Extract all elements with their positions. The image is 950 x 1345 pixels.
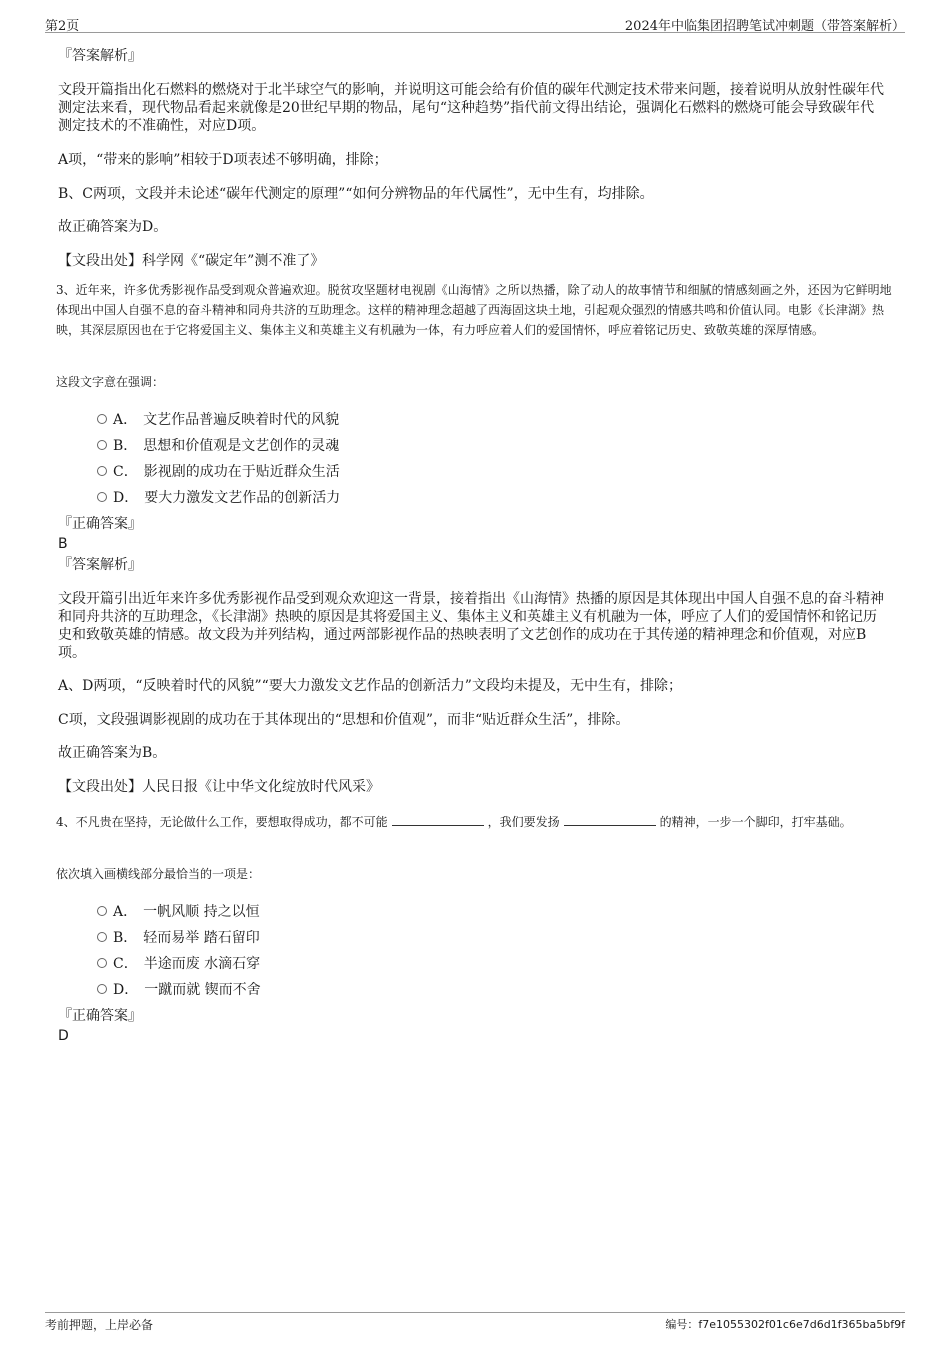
fill-blank-1 [392,813,484,826]
q2-explain-para1: 文段开篇指出化石燃料的燃烧对于北半球空气的影响，并说明这可能会给有价值的碳年代测定技术带来问题，接着说明从放射性碳年代测定法来看，现代物品看起来就像是20世纪早期的物品，尾句“这种趋势”指代前文得出结论，强调化石燃料的燃烧可能会导致碳年代测定技术的不准确性，对应D项。 [58,82,884,134]
radio-button[interactable] [97,932,107,942]
page-footer [45,1312,905,1337]
q3-explain-para2: A、D两项，“反映着时代的风貌”“要大力激发文艺作品的创新活力”文段均未提及，无中生有，排除； [58,678,682,694]
radio-button[interactable] [97,492,107,502]
q3-explain-label: 『答案解析』 [58,557,142,573]
footer-slogan: 考前押题，上岸必备 [45,1318,154,1332]
fill-blank-2 [564,813,656,826]
q3-prompt: 这段文字意在强调： [56,375,165,389]
q4-option-c[interactable]: C． 半途而废 水滴石穿 [97,953,260,973]
radio-button[interactable] [97,414,107,424]
q4-option-a[interactable]: A． 一帆风顺 持之以恒 [97,901,260,921]
q4-answer: D [58,1028,69,1044]
page-header [45,12,905,33]
q2-explain-para2: A项，“带来的影响”相较于D项表述不够明确，排除； [58,152,388,168]
q4-option-b[interactable]: B． 轻而易举 踏石留印 [97,927,260,947]
q4-option-d[interactable]: D． 一蹴而就 锲而不舍 [97,979,261,999]
q3-answer-label: 『正确答案』 [58,516,142,532]
q3-option-a[interactable]: A． 文艺作品普遍反映着时代的风貌 [97,409,339,429]
q2-explain-para4: 故正确答案为D。 [58,219,168,235]
q3-answer: B [58,536,68,552]
q2-source: 【文段出处】科学网《“碳定年”测不准了》 [58,253,325,269]
q3-source: 【文段出处】人民日报《让中华文化绽放时代风采》 [58,779,380,795]
radio-button[interactable] [97,958,107,968]
page-number: 第2页 [45,19,80,34]
q3-explain-para3: C项，文段强调影视剧的成功在于其体现出的“思想和价值观”，而非“贴近群众生活”，排除。 [58,712,630,728]
document-title: 2024年中临集团招聘笔试冲刺题（带答案解析） [624,19,905,34]
q3-stem: 3、近年来，许多优秀影视作品受到观众普遍欢迎。脱贫攻坚题材电视剧《山海情》之所以热播，除了动人的故事情节和细腻的情感刻画之外，还因为它鲜明地体现出中国人自强不息的奋斗精神和同舟共济的互助理念。这样的精神理念超越了西海固这块土地，引起观众强烈的情感共鸣和价值认同。电影《长津湖》热映，其深层原因也在于它将爱国主义、集体主义和英雄主义有机融为一体，有力呼应着人们的爱国情怀，呼应着铭记历史、致敬英雄的深厚情感。 [56,283,892,337]
q3-option-c[interactable]: C． 影视剧的成功在于贴近群众生活 [97,461,340,481]
radio-button[interactable] [97,466,107,476]
radio-button[interactable] [97,906,107,916]
q3-option-d[interactable]: D． 要大力激发文艺作品的创新活力 [97,487,340,507]
q4-stem: 4、不凡贵在坚持，无论做什么工作，要想取得成功，都不可能 ，我们要发扬 的精神，一步一个脚印，打牢基础。 [56,815,852,829]
q4-answer-label: 『正确答案』 [58,1008,142,1024]
radio-button[interactable] [97,984,107,994]
q3-explain-para1: 文段开篇引出近年来许多优秀影视作品受到观众欢迎这一背景，接着指出《山海情》热播的原因是其体现出中国人自强不息的奋斗精神和同舟共济的互助理念，《长津湖》热映的原因是其将爱国主义、集体主义和英雄主义有机融为一体，呼应了人们的爱国情怀和铭记历史和致敬英雄的情感。故文段为并列结构，通过两部影视作品的热映表明了文艺创作的成功在于其传递的精神理念和价值观，对应B项。 [58,591,884,661]
q4-prompt: 依次填入画横线部分最恰当的一项是： [56,867,261,881]
q3-explain-para4: 故正确答案为B。 [58,745,167,761]
document-id: 编号：f7e1055302f01c6e7d6d1f365ba5bf9f [665,1318,905,1331]
radio-button[interactable] [97,440,107,450]
q3-option-b[interactable]: B． 思想和价值观是文艺创作的灵魂 [97,435,339,455]
q2-explain-label: 『答案解析』 [58,48,142,64]
q2-explain-para3: B、C两项，文段并未论述“碳年代测定的原理”“如何分辨物品的年代属性”，无中生有，均排除。 [58,186,654,202]
